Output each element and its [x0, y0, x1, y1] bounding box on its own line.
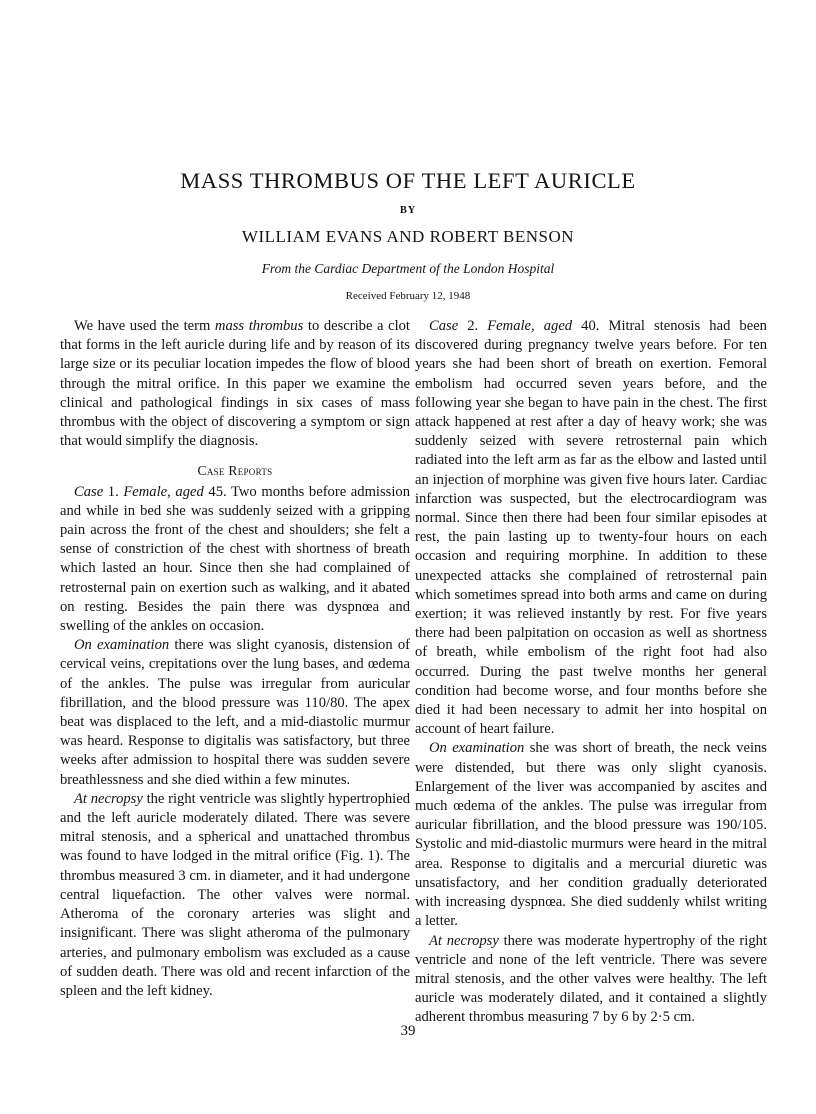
case2-history: Case 2. Female, aged 40. Mitral stenosis had been discovered during pregnancy twelve years before. For ten years she had been short of breath on exertion. Femoral embolism had occurred seven years before, and the following year she began to have pain in the chest. The first attack happened at rest after a day of heavy work; she was suddenly seized with severe retrosternal pain which radiated into the left arm as far as the elbow and lasted until an injection of morphine was given five hours later. Cardiac infarction was suspected, but the electrocardiogram was normal. Since then there had been four similar episodes at rest, the pain lasting up to twenty-four hours on each occasion and requiring morphine. In addition to these unexpected attacks she complained of retrosternal pain which sometimes spread into both arms and came on during exertion; it was relieved instantly by rest. For five years there had been palpitation on occasion as well as shortness of breath, while embolism of the right foot had also occurred. During the past twelve months her general condition had become worse, and four months before she died it had been necessary to admit her into hospital on account of heart failure.	[415, 318, 767, 738]
received-date: Received February 12, 1948	[345, 290, 471, 302]
byline-by: BY	[399, 205, 417, 216]
article-title: MASS THROMBUS OF THE LEFT AURICLE	[180, 168, 636, 193]
authors: WILLIAM EVANS AND ROBERT BENSON	[241, 227, 575, 246]
case1-necropsy: At necropsy the right ventricle was slightly hypertrophied and the left auricle moderately dilated. There was severe mitral stenosis, and a spherical and unattached thrombus was found to have lodged in the mitral orifice (Fig. 1). The thrombus measured 3 cm. in diameter, and it had undergone central liquefaction. The other valves were normal. Atheroma of the coronary arteries was slight and insignificant. There was slight atheroma of the pulmonary arteries, and pulmonary embolism was excluded as a cause of sudden death. There was old and recent infarction of the spleen and the left kidney.	[60, 790, 410, 999]
right-column	[415, 317, 767, 1028]
case1-examination: On examination there was slight cyanosis, distension of cervical veins, crepitations over the lung bases, and œdema of the ankles. The pulse was irregular from auricular fibrillation, and the blood pressure was 110/80. The apex beat was displaced to the left, and a mid-diastolic murmur was heard. Response to digitalis was satisfactory, but three weeks after admission to hospital there was sudden severe breathlessness and she died within a few minutes.	[60, 637, 410, 788]
case2-examination: On examination she was short of breath, the neck veins were distended, but there was only slight cyanosis. Enlargement of the liver was accompanied by ascites and much œdema of the ankles. The pulse was irregular from auricular fibrillation, and the blood pressure was 190/105. Systolic and mid-diastolic murmurs were heard in the mitral area. Response to digitalis and a mercurial diuretic was unsatisfactory, and her condition gradually deteriorated with increasing dyspnœa. She died suddenly whilst writing a letter.	[415, 740, 767, 930]
page-number: 39	[400, 1023, 416, 1039]
affiliation: From the Cardiac Department of the London Hospital	[261, 261, 555, 276]
section-heading: Case Reports	[197, 463, 273, 479]
case2-necropsy: At necropsy there was moderate hypertrophy of the right ventricle and none of the left ventricle. There was severe mitral stenosis, and the other valves were healthy. The left auricle was moderately dilated, and it contained a slightly adherent thrombus measuring 7 by 6 by 2·5 cm.	[415, 932, 767, 1026]
case1-history: Case 1. Female, aged 45. Two months before admission and while in bed she was suddenly seized with a gripping pain across the front of the chest and shoulders; she felt a sense of constriction of the chest with shortness of breath which lasted an hour. Since then she had complained of retrosternal pain on exertion such as walking, and it abated on resting. Besides the pain there was dyspnœa and swelling of the ankles on occasion.	[60, 483, 410, 635]
intro-paragraph: We have used the term mass thrombus to describe a clot that forms in the left auricle during life and by reason of its large size or its peculiar location impedes the flow of blood through the mitral orifice. In this paper we examine the clinical and pathological findings in six cases of mass thrombus with the object of discovering a symptom or sign that would simplify the diagnosis.	[60, 318, 410, 450]
left-column	[60, 317, 410, 1001]
